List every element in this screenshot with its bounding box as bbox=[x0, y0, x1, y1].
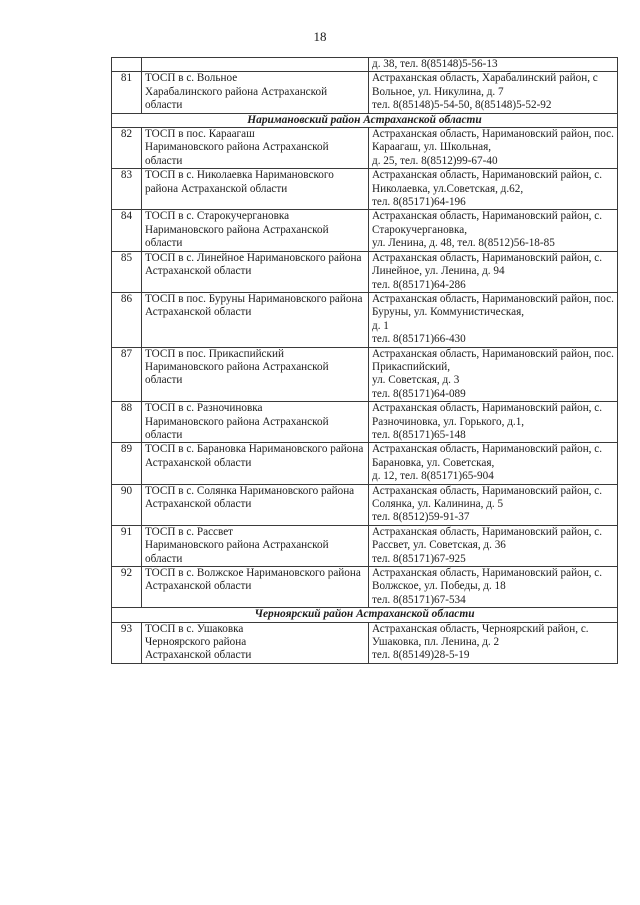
row-address: Астраханская область, Черноярский район, с. Ушаковка, пл. Ленина, д. 2 тел. 8(85149)28-5-19 bbox=[369, 622, 618, 663]
row-number: 91 bbox=[112, 525, 142, 566]
row-address: Астраханская область, Наримановский район, с. Линейное, ул. Ленина, д. 94 тел. 8(85171)64-286 bbox=[369, 251, 618, 292]
table-row bbox=[112, 128, 618, 169]
row-address: Астраханская область, Наримановский район, с. Рассвет, ул. Советская, д. 36 тел. 8(85171)67-925 bbox=[369, 525, 618, 566]
section-row bbox=[112, 113, 618, 127]
row-address: Астраханская область, Наримановский район, пос. Прикаспийский, ул. Советская, д. 3 тел. 8(85171)64-089 bbox=[369, 347, 618, 402]
table-row bbox=[112, 58, 618, 72]
table-row bbox=[112, 292, 618, 347]
row-address: Астраханская область, Наримановский район, с. Солянка, ул. Калинина, д. 5 тел. 8(8512)59-91-37 bbox=[369, 484, 618, 525]
row-address: д. 38, тел. 8(85148)5-56-13 bbox=[369, 58, 618, 72]
row-name: ТОСП в с. Ушаковка Черноярского района Астраханской области bbox=[142, 622, 369, 663]
table-row bbox=[112, 567, 618, 608]
row-address: Астраханская область, Харабалинский район, с Вольное, ул. Никулина, д. 7 тел. 8(85148)5-54-50, 8(85148)5-52-92 bbox=[369, 72, 618, 113]
registry-table bbox=[111, 57, 618, 664]
row-number: 89 bbox=[112, 443, 142, 484]
table-row bbox=[112, 402, 618, 443]
section-title: Наримановский район Астраханской области bbox=[112, 113, 618, 127]
row-name: ТОСП в с. Рассвет Наримановского района Астраханской области bbox=[142, 525, 369, 566]
section-title: Черноярский район Астраханской области bbox=[112, 608, 618, 622]
section-row bbox=[112, 608, 618, 622]
row-number: 83 bbox=[112, 169, 142, 210]
row-number: 85 bbox=[112, 251, 142, 292]
row-name: ТОСП в пос. Прикаспийский Наримановского района Астраханской области bbox=[142, 347, 369, 402]
row-name: ТОСП в с. Барановка Наримановского района Астраханской области bbox=[142, 443, 369, 484]
table-row bbox=[112, 443, 618, 484]
row-number: 84 bbox=[112, 210, 142, 251]
row-number: 86 bbox=[112, 292, 142, 347]
row-address: Астраханская область, Наримановский район, пос. Буруны, ул. Коммунистическая, д. 1 тел. 8(85171)66-430 bbox=[369, 292, 618, 347]
row-address: Астраханская область, Наримановский район, с. Старокучергановка, ул. Ленина, д. 48, тел. 8(8512)56-18-85 bbox=[369, 210, 618, 251]
row-name: ТОСП в с. Линейное Наримановского района Астраханской области bbox=[142, 251, 369, 292]
row-number: 93 bbox=[112, 622, 142, 663]
row-number: 88 bbox=[112, 402, 142, 443]
row-number: 81 bbox=[112, 72, 142, 113]
row-address: Астраханская область, Наримановский район, с. Барановка, ул. Советская, д. 12, тел. 8(85171)65-904 bbox=[369, 443, 618, 484]
row-name: ТОСП в с. Волжское Наримановского района Астраханской области bbox=[142, 567, 369, 608]
page-number: 18 bbox=[313, 29, 327, 44]
table-row bbox=[112, 484, 618, 525]
row-name: ТОСП в пос. Буруны Наримановского района Астраханской области bbox=[142, 292, 369, 347]
table-row bbox=[112, 622, 618, 663]
table-row bbox=[112, 72, 618, 113]
registry-table-body bbox=[112, 58, 618, 664]
row-name: ТОСП в с. Вольное Харабалинского района Астраханской области bbox=[142, 72, 369, 113]
row-name: ТОСП в с. Солянка Наримановского района Астраханской области bbox=[142, 484, 369, 525]
row-number: 92 bbox=[112, 567, 142, 608]
row-address: Астраханская область, Наримановский район, с. Николаевка, ул.Советская, д.62, тел. 8(85171)64-196 bbox=[369, 169, 618, 210]
table-row bbox=[112, 347, 618, 402]
table-row bbox=[112, 251, 618, 292]
row-name: ТОСП в с. Старокучергановка Наримановского района Астраханской области bbox=[142, 210, 369, 251]
row-name: ТОСП в пос. Караагаш Наримановского района Астраханской области bbox=[142, 128, 369, 169]
table-row bbox=[112, 169, 618, 210]
row-address: Астраханская область, Наримановский район, с. Волжское, ул. Победы, д. 18 тел. 8(85171)67-534 bbox=[369, 567, 618, 608]
row-number: 90 bbox=[112, 484, 142, 525]
row-name bbox=[142, 58, 369, 72]
row-address: Астраханская область, Наримановский район, пос. Караагаш, ул. Школьная, д. 25, тел. 8(8512)99-67-40 bbox=[369, 128, 618, 169]
row-number: 82 bbox=[112, 128, 142, 169]
table-row bbox=[112, 210, 618, 251]
row-name: ТОСП в с. Николаевка Наримановского района Астраханской области bbox=[142, 169, 369, 210]
row-number: 87 bbox=[112, 347, 142, 402]
row-name: ТОСП в с. Разночиновка Наримановского района Астраханской области bbox=[142, 402, 369, 443]
row-address: Астраханская область, Наримановский район, с. Разночиновка, ул. Горького, д.1, тел. 8(85171)65-148 bbox=[369, 402, 618, 443]
table-row bbox=[112, 525, 618, 566]
row-number bbox=[112, 58, 142, 72]
